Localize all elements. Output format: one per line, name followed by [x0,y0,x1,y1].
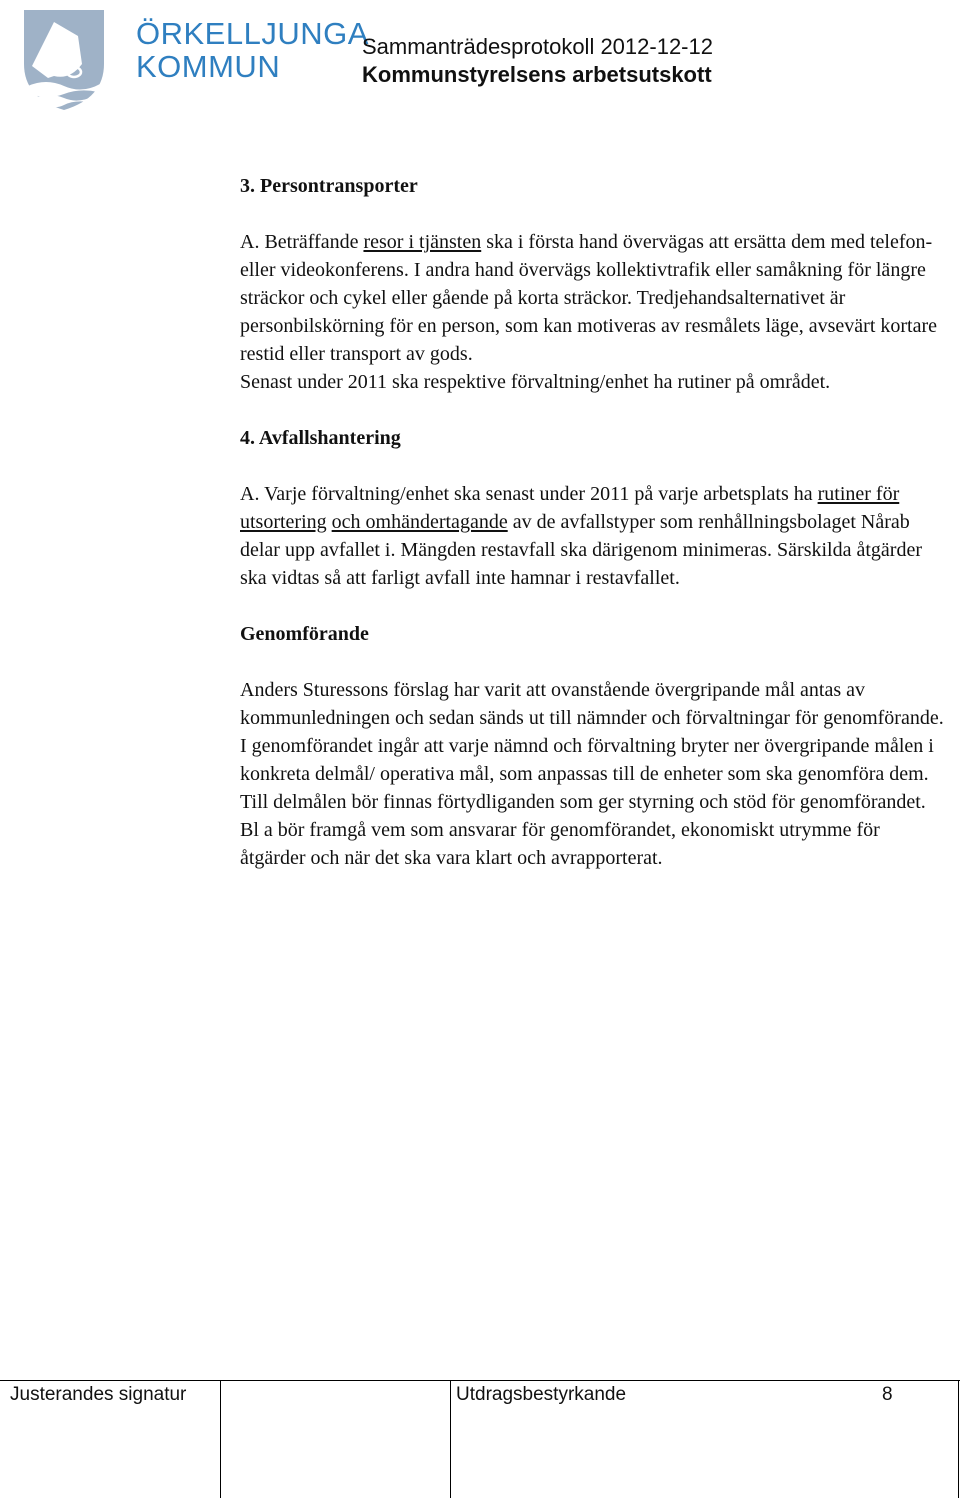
signature-label: Justerandes signatur [10,1384,187,1405]
footer-column-divider [220,1380,221,1498]
protocol-title: Sammanträdesprotokoll 2012-12-12 [362,34,713,59]
section-heading-persontransporter: 3. Persontransporter [240,175,418,197]
page-number: 8 [882,1384,893,1405]
footer-column-divider [958,1380,959,1498]
municipality-logo [18,6,369,114]
underlined-phrase: resor i tjänsten [363,231,482,253]
text: av de avfallstyper som renhållningsbolaget Nårab delar upp avfallet i. Mängden restavfall ska därigenom minimeras. Särskilda åtgärder ska vidtas så att farligt avfall inte hamnar i restavfallet. [240,511,922,589]
committee-name: Kommunstyrelsens arbetsutskott [362,62,712,87]
section-heading-avfallshantering: 4. Avfallshantering [240,427,401,449]
document-body [240,172,948,872]
underlined-phrase: och omhändertagande [331,511,508,533]
footer-divider [0,1380,960,1381]
text: A. Beträffande [240,231,364,253]
logo-name-line1: ÖRKELLJUNGA [136,16,369,51]
section-4-paragraph-a [240,480,948,592]
municipal-coat-of-arms-icon [18,6,110,114]
text: ska i första hand övervägas att ersätta dem med telefon- eller videokonferens. I andra hand övervägs kollektivtrafik eller samåkning för längre sträckor och cykel eller gående på korta sträckor. Tredjehandsalternativet är personbilskörning för en person, som kan motiveras av resmålets läge, avsevärt kortare restid eller transport av gods. [240,231,938,365]
signature-footer [0,1380,960,1498]
certified-label: Utdragsbestyrkande [456,1384,627,1405]
section-heading-genomforande: Genomförande [240,623,369,645]
section-3-paragraph-b: Senast under 2011 ska respektive förvaltning/enhet ha rutiner på området. [240,371,831,393]
section-3-paragraph-a [240,228,948,368]
footer-column-divider [450,1380,451,1498]
text: A. Varje förvaltning/enhet ska senast under 2011 på varje arbetsplats ha [240,483,818,505]
implementation-paragraph: Anders Sturessons förslag har varit att ovanstående övergripande mål antas av kommunledningen och sedan sänds ut till nämnder och förvaltningar för genomförande. I genomförandet ingår att varje nämnd och förvaltning bryter ner övergripande målen i konkreta delmål/ operativa mål, som anpassas till de enheter som ska genomföra dem. Till delmålen bör finnas förtydliganden som ger styrning och stöd för genomförandet. Bl a bör framgå vem som ansvarar för genomförandet, ekonomiskt utrymme för åtgärder och när det ska vara klart och avrapporterat. [240,679,944,869]
logo-name-line2: KOMMUN [136,49,281,84]
underlined-phrase: rutiner för utsortering [240,483,900,533]
